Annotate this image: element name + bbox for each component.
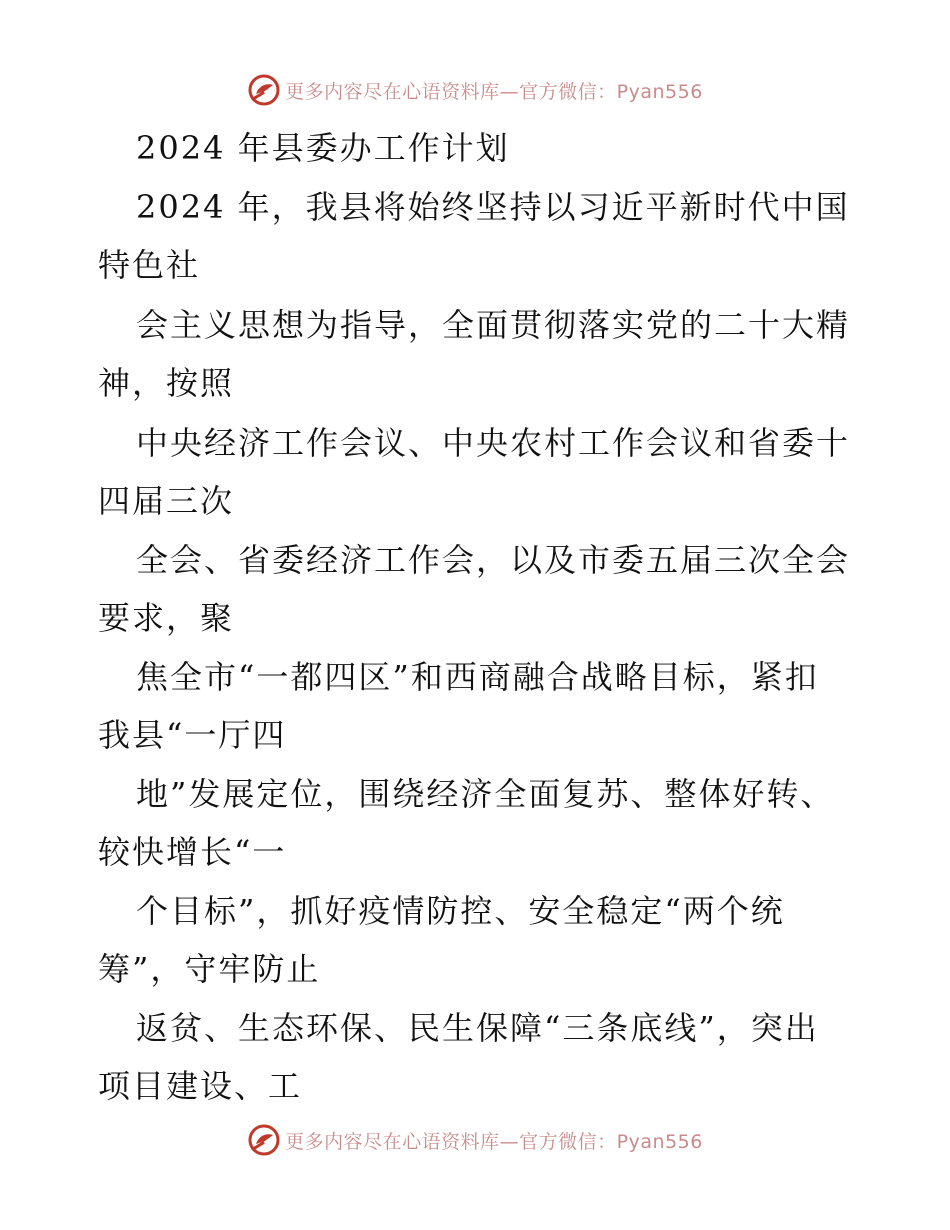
footer-watermark-banner: [0, 1120, 950, 1160]
paragraph-line: 全会、省委经济工作会，以及市委五届三次全会: [136, 541, 851, 579]
paragraph-line: 中央经济工作会议、中央农村工作会议和省委十: [136, 424, 851, 462]
paragraph-line: 四届三次: [98, 482, 235, 520]
paragraph-line: 筹”，守牢防止: [98, 950, 321, 988]
paragraph-line: 焦全市“一都四区”和西商融合战略目标，紧扣: [136, 658, 819, 696]
paragraph-line: 2024 年，我县将始终坚持以习近平新时代中国: [136, 188, 850, 226]
paragraph-line: 会主义思想为指导，全面贯彻落实党的二十大精: [136, 306, 851, 344]
paragraph-line: 较快增长“一: [98, 833, 287, 871]
paragraph-line: 要求，聚: [98, 599, 235, 637]
paragraph-line: 个目标”，抓好疫情防控、安全稳定“两个统: [136, 892, 785, 930]
brand-logo-icon: [247, 1123, 281, 1157]
header-watermark-banner: [0, 70, 950, 110]
paragraph-line: 项目建设、工: [98, 1067, 303, 1105]
brand-logo-icon: [247, 73, 281, 107]
paragraph-line: 神，按照: [98, 364, 235, 402]
footer-watermark-text: 更多内容尽在心语资料库—官方微信：Pyan556: [285, 1130, 703, 1153]
header-watermark-text: 更多内容尽在心语资料库—官方微信：Pyan556: [285, 80, 703, 103]
paragraph-line: 返贫、生态环保、民生保障“三条底线”，突出: [136, 1009, 819, 1047]
paragraph-line: 地”发展定位，围绕经济全面复苏、整体好转、: [136, 775, 835, 813]
paragraph-line: 特色社: [98, 246, 201, 284]
document-title: 2024 年县委办工作计划: [136, 129, 510, 167]
paragraph-line: 我县“一厅四: [98, 716, 287, 754]
